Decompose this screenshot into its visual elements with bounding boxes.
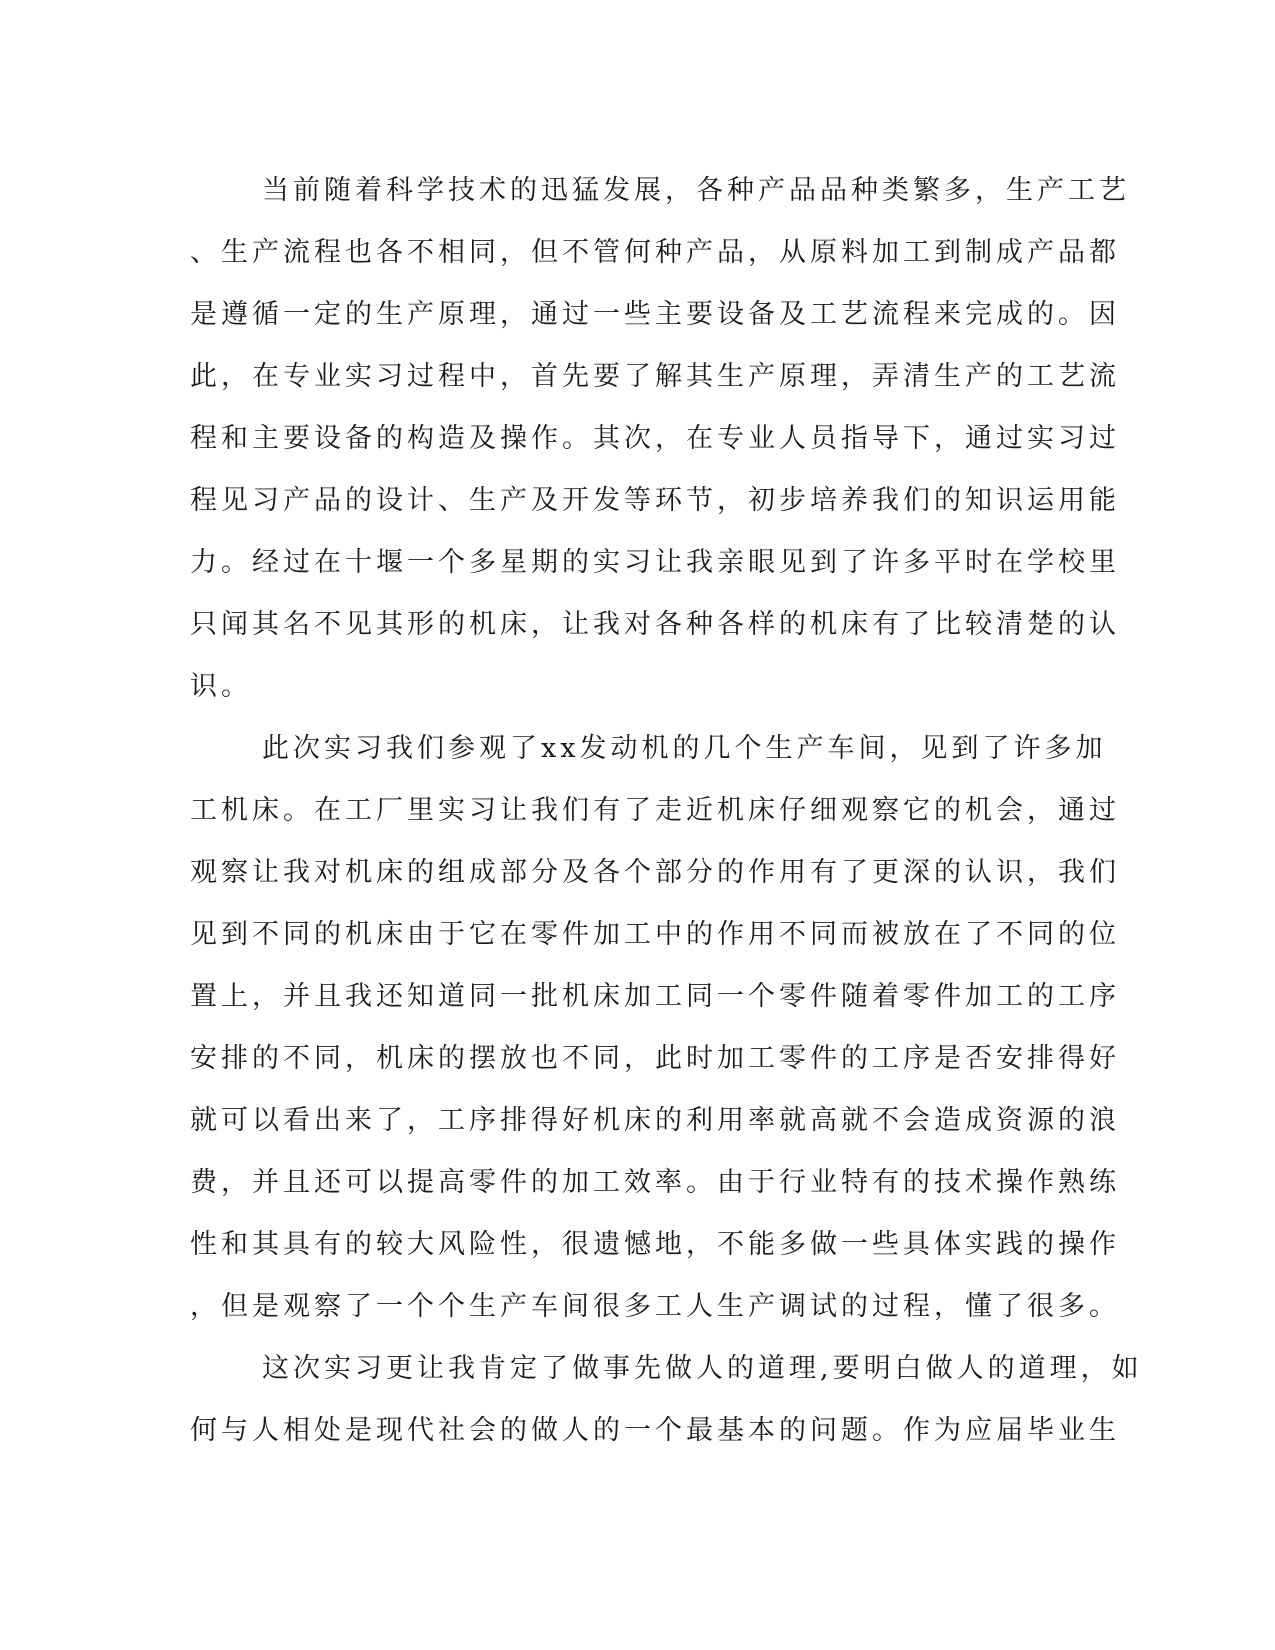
- paragraph-1-line-7: 力。经过在十堰一个多星期的实习让我亲眼见到了许多平时在学校里: [190, 547, 1120, 578]
- paragraph-1-line-3: 是遵循一定的生产原理，通过一些主要设备及工艺流程来完成的。因: [190, 299, 1120, 330]
- paragraph-2-line-6: 安排的不同，机床的摆放也不同，此时加工零件的工序是否安排得好: [190, 1043, 1120, 1074]
- paragraph-2-line-2: 工机床。在工厂里实习让我们有了走近机床仔细观察它的机会，通过: [190, 795, 1120, 826]
- paragraph-2-line-9: 性和其具有的较大风险性，很遗憾地，不能多做一些具体实践的操作: [190, 1229, 1120, 1260]
- paragraph-1-line-2: 、生产流程也各不相同，但不管何种产品，从原料加工到制成产品都: [190, 237, 1120, 268]
- paragraph-3-line-1: 这次实习更让我肯定了做事先做人的道理,要明白做人的道理，如: [262, 1353, 1143, 1384]
- paragraph-2-line-8: 费，并且还可以提高零件的加工效率。由于行业特有的技术操作熟练: [190, 1167, 1120, 1198]
- paragraph-1-line-6: 程见习产品的设计、生产及开发等环节，初步培养我们的知识运用能: [190, 485, 1120, 516]
- paragraph-1-line-1: 当前随着科学技术的迅猛发展，各种产品品种类繁多，生产工艺: [262, 175, 1130, 206]
- paragraph-1-line-5: 程和主要设备的构造及操作。其次，在专业人员指导下，通过实习过: [190, 423, 1120, 454]
- paragraph-1-line-9: 识。: [190, 671, 252, 702]
- paragraph-2-line-10: ，但是观察了一个个生产车间很多工人生产调试的过程，懂了很多。: [190, 1291, 1120, 1322]
- paragraph-1-line-8: 只闻其名不见其形的机床，让我对各种各样的机床有了比较清楚的认: [190, 609, 1120, 640]
- paragraph-2-line-7: 就可以看出来了，工序排得好机床的利用率就高就不会造成资源的浪: [190, 1105, 1120, 1136]
- paragraph-2-line-4: 见到不同的机床由于它在零件加工中的作用不同而被放在了不同的位: [190, 919, 1120, 950]
- paragraph-2-line-1: 此次实习我们参观了xx发动机的几个生产车间，见到了许多加: [262, 733, 1107, 764]
- paragraph-1-line-4: 此，在专业实习过程中，首先要了解其生产原理，弄清生产的工艺流: [190, 361, 1120, 392]
- paragraph-2-line-5: 置上，并且我还知道同一批机床加工同一个零件随着零件加工的工序: [190, 981, 1120, 1012]
- paragraph-2-line-3: 观察让我对机床的组成部分及各个部分的作用有了更深的认识，我们: [190, 857, 1120, 888]
- document-body: [190, 160, 1143, 1462]
- paragraph-3-line-2: 何与人相处是现代社会的做人的一个最基本的问题。作为应届毕业生: [190, 1415, 1120, 1446]
